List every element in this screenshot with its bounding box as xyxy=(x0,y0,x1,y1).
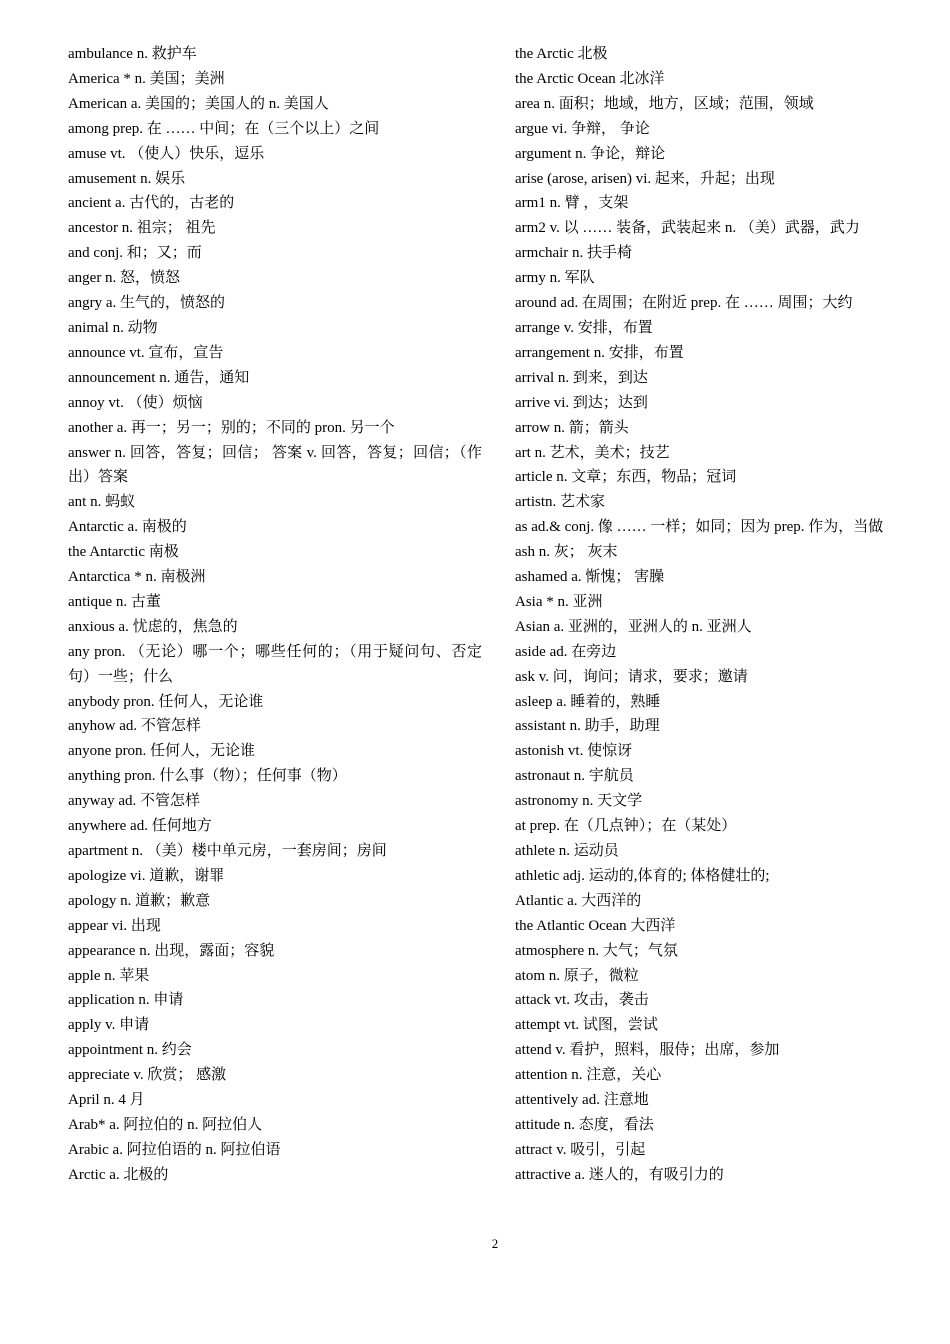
vocab-entry: anxious a. 忧虑的，焦急的 xyxy=(68,618,238,635)
vocab-entry: appointment n. 约会 xyxy=(68,1042,192,1059)
vocab-entry: the Antarctic 南极 xyxy=(68,544,179,561)
vocab-entry: ant n. 蚂蚁 xyxy=(68,494,136,511)
vocab-entry: appreciate v. 欣赏； 感激 xyxy=(68,1067,227,1084)
vocab-entry: arrange v. 安排，布置 xyxy=(515,319,653,336)
vocab-entry: Atlantic a. 大西洋的 xyxy=(515,892,642,909)
vocab-entry: Antarctica * n. 南极洲 xyxy=(68,569,206,586)
vocab-entry: April n. 4 月 xyxy=(68,1092,145,1109)
vocab-entry: and conj. 和；又；而 xyxy=(68,245,202,262)
vocab-entry: anyone pron. 任何人，无论谁 xyxy=(68,743,256,760)
vocab-entry: astronomy n. 天文学 xyxy=(515,793,643,810)
vocab-entry: amuse vt. （使人）快乐，逗乐 xyxy=(68,145,265,162)
vocab-entry: assistant n. 助手，助理 xyxy=(515,718,660,735)
vocab-entry: annoy vt. （使）烦恼 xyxy=(68,394,203,411)
vocab-entry: apology n. 道歉；歉意 xyxy=(68,892,211,909)
vocab-entry: aside ad. 在旁边 xyxy=(515,643,617,660)
vocab-entry: anybody pron. 任何人，无论谁 xyxy=(68,693,264,710)
vocab-entry: announcement n. 通告，通知 xyxy=(68,369,250,386)
vocab-entry: as ad.& conj. 像 …… 一样；如同；因为 prep. 作为，当做 xyxy=(515,519,884,536)
vocab-entry: angry a. 生气的，愤怒的 xyxy=(68,295,226,312)
vocab-entry: another a. 再一；另一；别的；不同的 pron. 另一个 xyxy=(68,419,395,436)
vocab-entry: apartment n. （美）楼中单元房，一套房间；房间 xyxy=(68,843,387,859)
vocab-entry: astonish vt. 使惊讶 xyxy=(515,743,633,760)
vocab-entry: animal n. 动物 xyxy=(68,319,158,336)
vocab-entry: Asia * n. 亚洲 xyxy=(515,593,603,610)
vocab-entry: atmosphere n. 大气；气氛 xyxy=(515,942,678,959)
vocab-entry: art n. 艺术，美术；技艺 xyxy=(515,444,670,461)
vocab-entry: argument n. 争论，辩论 xyxy=(515,145,666,162)
vocab-entry: around ad. 在周围；在附近 prep. 在 …… 周围；大约 xyxy=(515,295,853,312)
vocab-entry: any pron. （无论）哪一个；哪些任何的；（用于疑问句、否定句）一些；什么 xyxy=(68,643,482,685)
vocab-entry: attend v. 看护，照料，服侍；出席，参加 xyxy=(515,1042,780,1059)
vocab-entry: ambulance n. 救护车 xyxy=(68,46,197,62)
vocab-entry: attractive a. 迷人的，有吸引力的 xyxy=(515,1166,724,1183)
vocab-entry: ash n. 灰； 灰末 xyxy=(515,544,618,561)
vocab-entry: answer n. 回答，答复；回信； 答案 v. 回答，答复；回信；（作出）答案 xyxy=(68,444,482,486)
vocab-entry: attack vt. 攻击，袭击 xyxy=(515,992,649,1009)
vocab-entry: athletic adj. 运动的,体育的; 体格健壮的; xyxy=(515,867,770,884)
vocab-entry: Arctic a. 北极的 xyxy=(68,1166,169,1183)
vocab-entry: ask v. 问，询问；请求，要求；邀请 xyxy=(515,668,748,685)
vocab-entry: attempt vt. 试图，尝试 xyxy=(515,1017,658,1034)
vocab-entry: armchair n. 扶手椅 xyxy=(515,245,633,262)
vocab-entry: amusement n. 娱乐 xyxy=(68,170,186,187)
vocab-entry: anyhow ad. 不管怎样 xyxy=(68,718,201,735)
vocab-entry: attention n. 注意，关心 xyxy=(515,1067,662,1084)
vocab-entry: among prep. 在 …… 中间；在（三个以上）之间 xyxy=(68,120,380,137)
vocab-entry: attentively ad. 注意地 xyxy=(515,1092,649,1109)
vocab-entry: artistn. 艺术家 xyxy=(515,494,605,511)
vocab-entry: appearance n. 出现，露面；容貌 xyxy=(68,942,275,959)
vocab-entry: anyway ad. 不管怎样 xyxy=(68,793,201,810)
vocab-entry: American a. 美国的；美国人的 n. 美国人 xyxy=(68,95,329,112)
vocab-entry: anything pron. 什么事（物）；任何事（物） xyxy=(68,768,347,785)
vocab-entry: article n. 文章；东西，物品；冠词 xyxy=(515,469,737,486)
page-number: 2 xyxy=(491,1236,499,1251)
vocab-entry: the Atlantic Ocean 大西洋 xyxy=(515,917,676,934)
vocab-entry: arrival n. 到来，到达 xyxy=(515,369,648,386)
vocab-entry: arrangement n. 安排，布置 xyxy=(515,344,684,361)
left-column xyxy=(68,42,482,1188)
vocab-entry: Arab* a. 阿拉伯的 n. 阿拉伯人 xyxy=(68,1116,263,1133)
vocab-entry: the Arctic 北极 xyxy=(515,46,608,62)
vocab-entry: army n. 军队 xyxy=(515,270,595,287)
vocab-entry: anywhere ad. 任何地方 xyxy=(68,818,212,835)
vocab-entry: anger n. 怒，愤怒 xyxy=(68,270,181,287)
vocab-entry: ancient a. 古代的，古老的 xyxy=(68,195,235,212)
vocab-entry: atom n. 原子，微粒 xyxy=(515,967,639,984)
vocab-entry: arm2 v. 以 …… 装备，武装起来 n. （美）武器，武力 xyxy=(515,220,860,237)
vocab-entry: antique n. 古董 xyxy=(68,593,161,610)
vocab-entry: area n. 面积；地域，地方，区域；范围，领域 xyxy=(515,95,814,112)
vocab-entry: apologize vi. 道歉，谢罪 xyxy=(68,867,225,884)
vocab-entry: arrow n. 箭；箭头 xyxy=(515,419,629,436)
vocab-entry: Asian a. 亚洲的，亚洲人的 n. 亚洲人 xyxy=(515,618,752,635)
vocab-entry: arrive vi. 到达；达到 xyxy=(515,394,648,411)
vocab-entry: attitude n. 态度，看法 xyxy=(515,1116,654,1133)
vocab-entry: application n. 申请 xyxy=(68,992,184,1009)
vocab-entry: announce vt. 宣布，宣告 xyxy=(68,344,224,361)
vocab-entry: attract v. 吸引，引起 xyxy=(515,1141,646,1158)
vocab-entry: ancestor n. 祖宗； 祖先 xyxy=(68,220,216,237)
vocab-entry: athlete n. 运动员 xyxy=(515,843,619,859)
vocab-entry: at prep. 在（几点钟）；在（某处） xyxy=(515,818,737,835)
vocab-entry: apple n. 苹果 xyxy=(68,967,150,984)
vocab-entry: astronaut n. 宇航员 xyxy=(515,768,634,785)
vocab-entry: Arabic a. 阿拉伯语的 n. 阿拉伯语 xyxy=(68,1141,281,1158)
vocab-entry: arm1 n. 臂 ，支架 xyxy=(515,195,629,212)
vocab-entry: asleep a. 睡着的，熟睡 xyxy=(515,693,661,710)
vocab-entry: apply v. 申请 xyxy=(68,1017,150,1034)
vocab-entry: America * n. 美国；美洲 xyxy=(68,70,225,87)
vocab-entry: arise (arose, arisen) vi. 起来，升起；出现 xyxy=(515,170,775,187)
vocab-entry: appear vi. 出现 xyxy=(68,917,161,934)
vocab-entry: the Arctic Ocean 北冰洋 xyxy=(515,70,665,87)
vocab-entry: ashamed a. 惭愧； 害臊 xyxy=(515,569,665,586)
vocab-entry: Antarctic a. 南极的 xyxy=(68,519,187,536)
right-column xyxy=(515,42,925,1188)
vocab-entry: argue vi. 争辩， 争论 xyxy=(515,120,650,137)
